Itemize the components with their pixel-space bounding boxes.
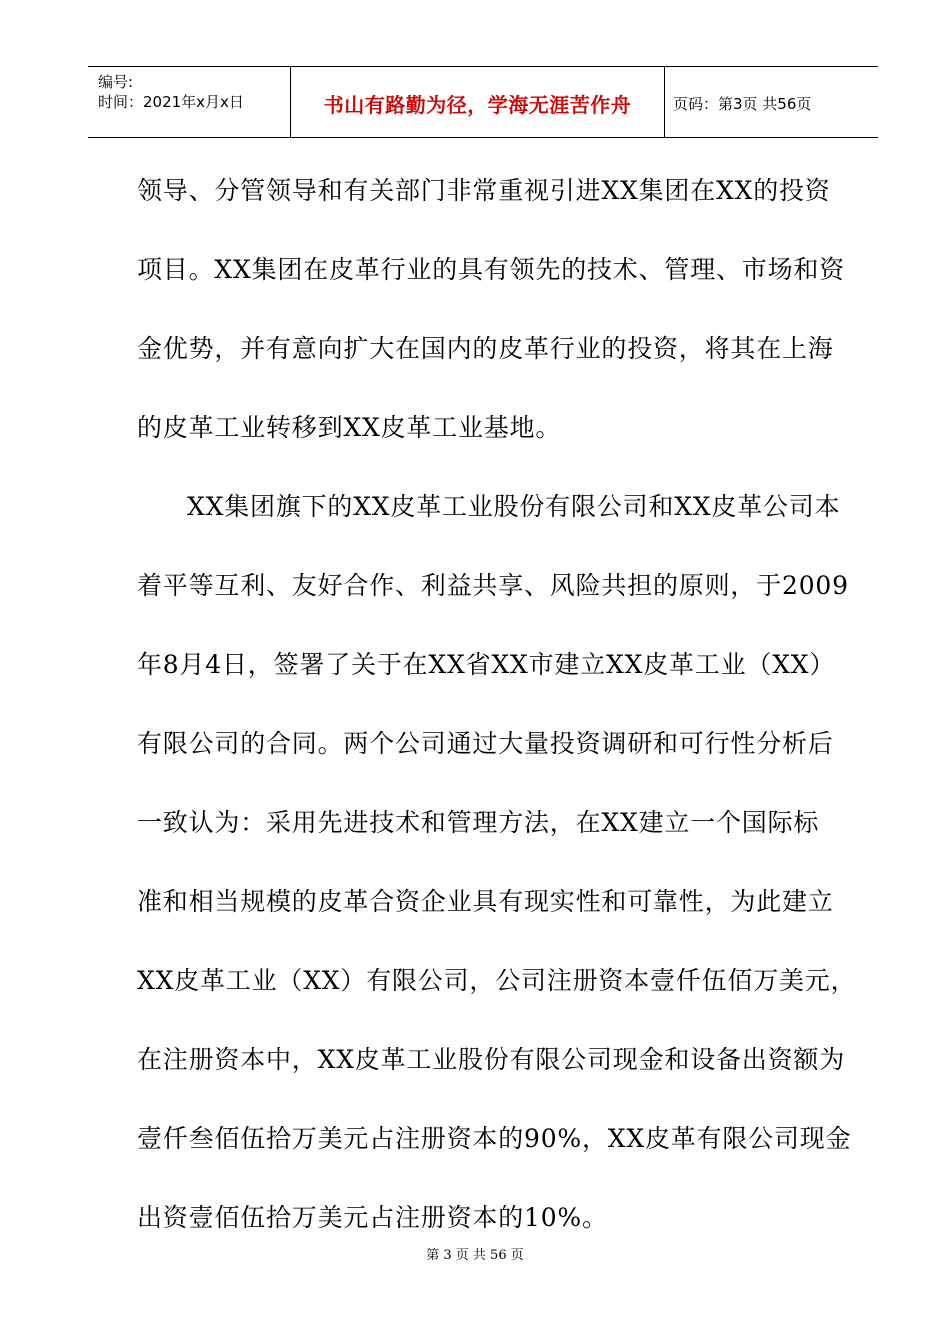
body-line: 年8月4日，签署了关于在XX省XX市建立XX皮革工业（XX）	[137, 650, 836, 679]
body-line: 壹仟叁佰伍拾万美元占注册资本的90%，XX皮革有限公司现金	[137, 1124, 852, 1153]
header-motto-cell	[290, 67, 665, 137]
body-line: 有限公司的合同。两个公司通过大量投资调研和可行性分析后	[137, 729, 834, 758]
body-line: 出资壹佰伍拾万美元占注册资本的10%。	[137, 1203, 608, 1232]
body-line: XX集团旗下的XX皮革工业股份有限公司和XX皮革公司本	[187, 492, 841, 521]
body-line: 一致认为：采用先进技术和管理方法，在XX建立一个国际标	[137, 808, 820, 837]
body-line: 项目。XX集团在皮革行业的具有领先的技术、管理、市场和资	[137, 255, 845, 284]
body-line: XX皮革工业（XX）有限公司，公司注册资本壹仟伍佰万美元，	[137, 966, 857, 995]
body-line: 着平等互利、友好合作、利益共享、风险共担的原则，于2009	[137, 571, 849, 600]
header-info-cell	[88, 67, 290, 137]
body-line: 金优势，并有意向扩大在国内的皮革行业的投资，将其在上海	[137, 334, 834, 363]
body-line: 领导、分管领导和有关部门非常重视引进XX集团在XX的投资	[137, 176, 831, 205]
document-number-label: 编号:	[98, 73, 134, 91]
page-footer: 第 3 页 共 56 页	[426, 1248, 524, 1263]
body-line: 准和相当规模的皮革合资企业具有现实性和可靠性，为此建立	[137, 887, 834, 916]
body-line: 在注册资本中，XX皮革工业股份有限公司现金和设备出资额为	[137, 1045, 845, 1074]
header-page-number: 页码：第3页 共56页	[673, 95, 812, 113]
header-page-cell	[665, 67, 878, 137]
body-line: 的皮革工业转移到XX皮革工业基地。	[137, 413, 562, 442]
header-motto: 书山有路勤为径，学海无涯苦作舟	[323, 93, 632, 117]
document-body	[137, 164, 857, 1270]
document-time-label: 时间：2021年x月x日	[98, 93, 244, 111]
page-header	[88, 66, 878, 138]
